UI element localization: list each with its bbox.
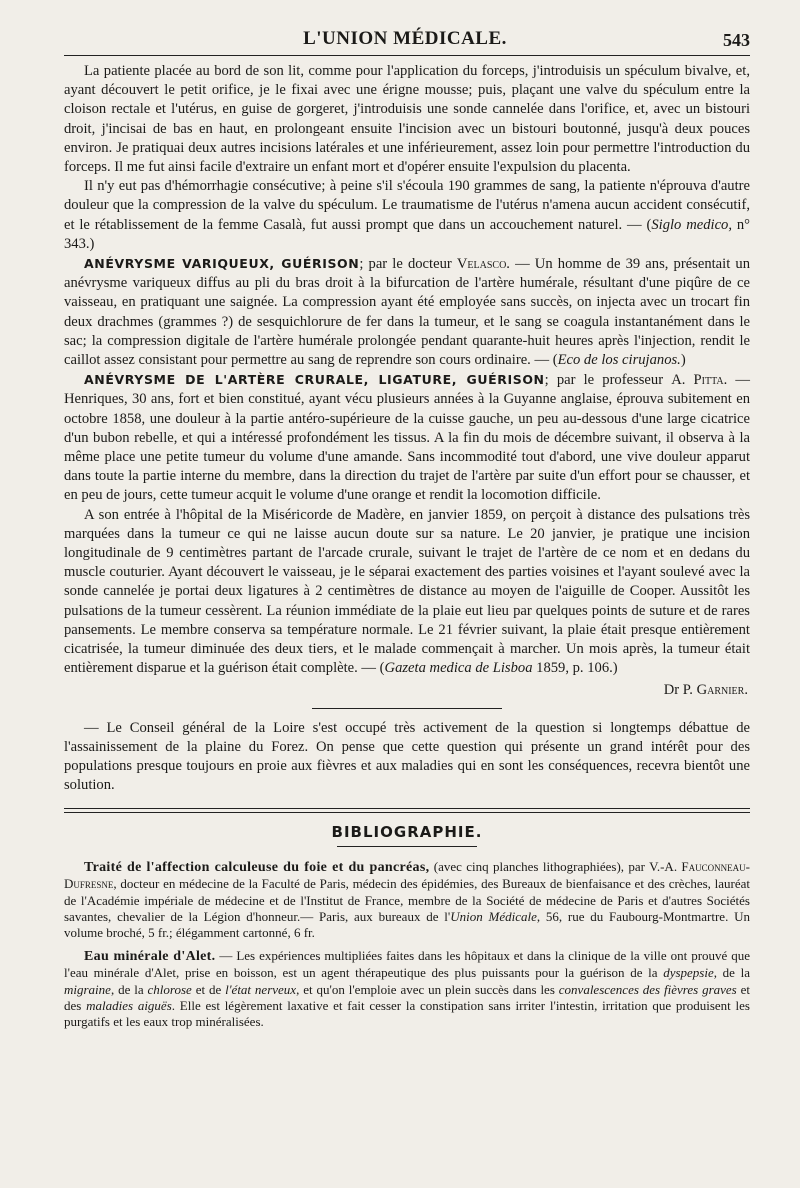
- paragraph-2: [64, 177, 750, 254]
- condition-term: maladies aiguës: [86, 997, 172, 1013]
- book-author: Fauconneau-Dufresne: [64, 858, 750, 892]
- entry-2-text: . Elle est légèrement laxative et fait cesser la constipation sans irriter l'intestin, irritation que produisent les purgatifs et les eaux trop minéralisées.: [64, 997, 750, 1030]
- entry-2-text: — Les expériences multipliées faites dans les hôpitaux et dans la clinique de la ville ont prouvé que l'eau minérale d'Alet, prise en boisson, est un agent thérapeutique des plus puissants pour la guérison de la: [64, 947, 751, 981]
- separator-rule: [312, 708, 502, 709]
- section-title: BIBLIOGRAPHIE.: [331, 822, 483, 841]
- paragraph-3-text: . — Un homme de 39 ans, présentait un anévrysme variqueux diffus au pli du bras droit à la bifurcation de l'artère humérale, résultant d'une piqûre de ce vaisseau, en pratiquant une saignée. La compression ayant été employée sans succès, on injecta avec un trocart fin deux drachmes (grammes ?) de sesquichlorure de fer dans la tumeur, et le sang se coagula instantanément dans le sac; la compression digitale de l'artère humérale prolongée pendant quarante-huit heures après l'injection, rendit le caillot assez consistant pour permettre au sang de reprendre son cours ordinaire. — (: [64, 256, 750, 369]
- entry-1-text-c: , 56, rue du Faubourg-Montmartre. Un volume broché, 5 fr.; élégamment cartonné, 6 fr.: [64, 908, 750, 941]
- page-number: 543: [723, 30, 750, 50]
- bibliography-entry-1: [64, 859, 750, 942]
- author-name: Velasco: [456, 256, 507, 273]
- signature-prefix: Dr: [663, 681, 683, 698]
- condition-term: migraine: [64, 981, 111, 997]
- author-name: A. Pitta: [671, 372, 724, 389]
- condition-term: dyspepsie: [663, 965, 714, 981]
- citation-source: Eco de los cirujanos.: [557, 352, 681, 369]
- condition-term: chlorose: [147, 981, 192, 997]
- book-title: Traité de l'affection calculeuse du foie et du pancréas,: [84, 859, 430, 875]
- citation-close: ): [680, 352, 686, 369]
- paragraph-4: [64, 370, 750, 505]
- author-intro: ; par le professeur: [544, 372, 672, 389]
- entry-2-text: et de: [191, 981, 226, 997]
- signature: [64, 681, 748, 700]
- news-note: — Le Conseil général de la Loire s'est occupé très activement de la question si longtemps débattue de l'assainissement de la plaine du Forez. On pense que cette question qui présente un grand intérêt pour des populations presque toujours en proie aux fièvres et aux maladies qui en sont les conséquences, recevra bientôt une solution.: [64, 719, 750, 794]
- entry-1-text-a: (avec cinq planches lithographiées), par V.-A.: [429, 858, 682, 874]
- paragraph-4-text: . — Henriques, 30 ans, fort et bien constitué, ayant vécu plusieurs années à la Guyanne anglaise, éprouva subitement en octobre 1858, une douleur à la partie antéro-supérieure de la cuisse gauche, un peu au-dessous d'une large cicatrice d'un bubon rebelle, et qui a intéressé profondément les tissus. A la fin du mois de décembre suivant, il observa à la même place une petite tumeur du volume d'une amande. Sans incommodité tout d'abord, une vive douleur apparut dans toute la partie interne du membre, dans la direction du trajet de l'artère par suite d'un effort pour se chausser, et en peu de jours, cette tumeur acquit le volume d'une orange et rendit la locomotion difficile.: [64, 372, 751, 504]
- citation-ref: 1859, p. 106.): [532, 660, 618, 677]
- bibliography-entry-2: [64, 948, 750, 1031]
- entry-2-text: , et qu'on l'emploie avec un plein succès dans les: [296, 981, 559, 997]
- entry-2-text: et des: [64, 981, 751, 1013]
- citation-source: Gazeta medica de Lisboa: [384, 660, 533, 677]
- citation-ref: n° 343.): [64, 216, 750, 252]
- paragraph-1: La patiente placée au bord de son lit, comme pour l'application du forceps, j'introduisis un spéculum bivalve, et, ayant découvert le petit orifice, je le fixai avec une érigne mousse; puis, plaçant une valve du spéculum entre la cloison rectale et l'utérus, en guise de gorgeret, j'introduisis une sonde cannelée dans l'orifice, et, avec un bistouri droit, j'incisai de bas en haut, en prolongeant ensuite l'incision avec un bistouri boutonné, jusqu'à deux pouces environ. Je pratiquai deux autres incisions latérales et une inférieurement, assez loin pour permettre l'introduction du forceps. Il me fut ainsi facile d'extraire un enfant mort et d'opérer ensuite l'expulsion du placenta.: [64, 63, 750, 176]
- paragraph-2-text: Il n'y eut pas d'hémorrhagie consécutive; à peine s'il s'écoula 190 grammes de sang, la patiente n'éprouva d'autre douleur que la compression de la valve du spéculum. Le traumatisme de l'utérus n'amena aucun accident consécutif, et le rétablissement de la femme Casalà, fut aussi prompt que dans un accouchement naturel. — (: [64, 178, 750, 233]
- paragraph-3: [64, 254, 750, 370]
- article-body: [64, 62, 750, 1031]
- paragraph-5: [64, 506, 750, 679]
- journal-name: Union Médicale: [450, 908, 537, 924]
- entry-2-title: Eau minérale d'Alet.: [84, 948, 216, 964]
- section-title-rule: [337, 846, 477, 847]
- author-intro: ; par le docteur: [359, 256, 457, 273]
- case-heading: ANÉVRYSME VARIQUEUX, GUÉRISON: [84, 256, 360, 272]
- section-double-rule: [64, 808, 750, 813]
- entry-1-text-b: , docteur en médecine de la Faculté de Paris, médecin des épidémies, des Bureaux de bienfaisance et des crèches, lauréat de l'Académie impériale de médecine et de l'Institut de France, membre de la Société de médecine de Paris et d'autres Sociétés savantes, chevalier de la Légion d'honneur.— Paris, aux bureaux de l': [64, 876, 750, 924]
- paragraph-5-text: A son entrée à l'hôpital de la Miséricorde de Madère, en janvier 1859, on perçoit à distance des pulsations très marquées dans la tumeur ce qui ne laisse aucun doute sur sa nature. Le 20 janvier, je pratique une incision longitudinale de 9 centimètres partant de l'arcade crurale, suivant le trajet de l'artère de ce nom et en dedans du muscle couturier. Ayant découvert le vaisseau, je le séparai exactement des parties voisines et l'ayant soulevé avec la sonde cannelée je portai deux ligatures à 2 centimètres de distance au moyen de l'aiguille de Cooper. Aussitôt les pulsations de la tumeur cessèrent. La réunion immédiate de la plaie eut lieu par quelques points de suture et de rares pansements. Le membre conserva sa température normale. Le 21 février suivant, la plaie était presque entièrement cicatrisée, la tumeur diminuée des deux tiers, et le malade commençait à marcher. Un mois après, la tumeur était entièrement disparue et la guérison était complète. — (: [64, 506, 750, 677]
- entry-2-text: , de la: [110, 981, 148, 997]
- running-title: L'UNION MÉDICALE.: [303, 28, 507, 49]
- page-header: [60, 24, 750, 54]
- case-heading: ANÉVRYSME DE L'ARTÈRE CRURALE, LIGATURE, GUÉRISON: [84, 372, 545, 388]
- signature-name: P. Garnier.: [682, 681, 748, 698]
- citation-source: Siglo medico,: [651, 216, 732, 233]
- header-rule: [64, 55, 750, 56]
- condition-term: l'état nerveux: [225, 981, 297, 997]
- condition-term: convalescences des fièvres graves: [558, 981, 737, 997]
- entry-2-text: , de la: [713, 965, 750, 981]
